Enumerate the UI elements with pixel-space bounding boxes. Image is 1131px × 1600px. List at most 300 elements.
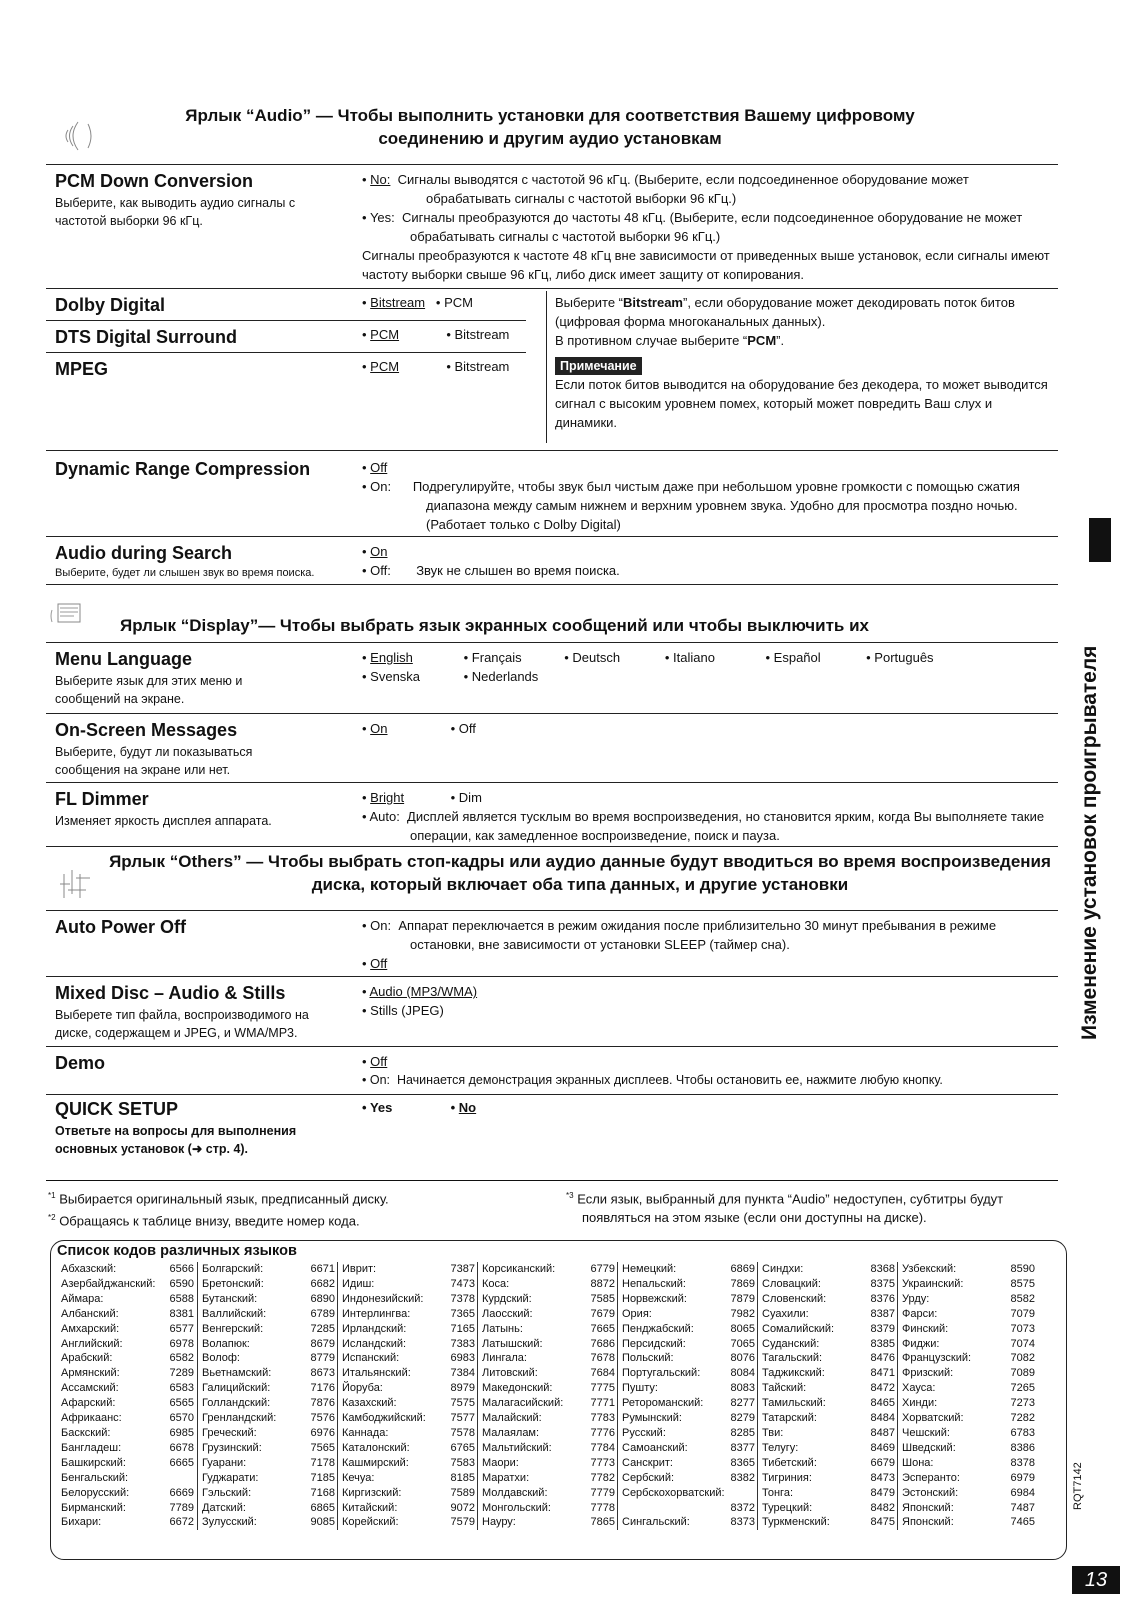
- language-name: Болгарский:: [202, 1263, 264, 1275]
- language-code: 6566: [169, 1263, 194, 1275]
- language-code-entry: [478, 1456, 618, 1471]
- lang-option-italian[interactable]: • Italiano: [664, 650, 715, 665]
- language-code: 7074: [1010, 1337, 1035, 1350]
- language-code-entry: [898, 1381, 1038, 1396]
- language-code: 8377: [730, 1441, 755, 1454]
- option-on[interactable]: • On: [362, 544, 388, 559]
- language-name: Словенский:: [762, 1292, 827, 1305]
- language-code: 8484: [870, 1412, 895, 1425]
- language-code-entry: [758, 1426, 898, 1441]
- language-code-entry: [618, 1471, 758, 1486]
- option-off[interactable]: • Off: [450, 721, 476, 736]
- language-code-entry: [898, 1337, 1038, 1352]
- language-code: 6582: [169, 1352, 194, 1365]
- language-code-entry: [338, 1351, 478, 1366]
- language-code-entry: [898, 1486, 1038, 1501]
- language-name: Валлийский:: [202, 1307, 267, 1320]
- language-name: Татарский:: [762, 1412, 817, 1425]
- language-code: 7273: [1010, 1397, 1035, 1410]
- language-name: Иврит:: [342, 1263, 377, 1275]
- language-name: Волапюк:: [202, 1337, 250, 1350]
- language-code-entry: [57, 1396, 197, 1411]
- language-name: Хорватский:: [902, 1412, 964, 1425]
- language-name: Японский:: [902, 1501, 954, 1514]
- divider: [46, 536, 1058, 537]
- language-code-entry: [898, 1366, 1038, 1381]
- display-tab-heading: Ярлык “Display”— Чтобы выбрать язык экранных сообщений или чтобы выключить их: [120, 616, 870, 635]
- setting-desc: Выберите, как выводить аудио сигналы с частотой выборки 96 кГц.: [55, 196, 296, 228]
- language-code-entry: [198, 1471, 338, 1486]
- language-code-entry: [198, 1351, 338, 1366]
- language-code-entry: [57, 1337, 197, 1352]
- language-code-entry: [338, 1426, 478, 1441]
- language-code-entry: [898, 1471, 1038, 1486]
- language-code-entry: [758, 1322, 898, 1337]
- lang-option-dutch[interactable]: • Nederlands: [463, 669, 539, 684]
- language-code: 8872: [590, 1277, 615, 1290]
- language-name: Персидский:: [622, 1337, 686, 1350]
- language-code-entry: [198, 1515, 338, 1530]
- language-code-entry: [758, 1292, 898, 1307]
- language-name: Чешский:: [902, 1426, 950, 1439]
- language-code: 7185: [310, 1471, 335, 1484]
- menu-language-options: [362, 648, 1052, 686]
- language-name: Ирландский:: [342, 1322, 407, 1335]
- language-code-entry: [758, 1471, 898, 1486]
- option-on[interactable]: • On: Подрегулируйте, чтобы звук был чистым даже при небольшом уровне громкости с помощью сжатия диапазона между самым нижнем и верхним уровнем звука. Удобно для просмотра поздно ночью. (Работает только с Dolby Digital): [362, 479, 1020, 532]
- setting-title: Menu Language: [55, 649, 193, 669]
- language-code-entry: [338, 1456, 478, 1471]
- setting-desc: Выберите язык для этих меню и сообщений на экране.: [55, 674, 243, 706]
- option-bitstream[interactable]: • Bitstream: [446, 327, 510, 342]
- language-name: Албанский:: [61, 1307, 119, 1320]
- language-name: Эсперанто:: [902, 1471, 960, 1484]
- language-name: Пушту:: [622, 1382, 658, 1395]
- language-code: 6984: [1010, 1486, 1035, 1499]
- language-code-entry: [57, 1277, 197, 1292]
- language-code-entry: [758, 1486, 898, 1501]
- language-code-entry: [198, 1501, 338, 1516]
- language-code-entry: [338, 1515, 478, 1530]
- option-bitstream[interactable]: • Bitstream: [446, 359, 510, 374]
- language-name: Афарский:: [61, 1397, 116, 1410]
- language-code: 7285: [310, 1322, 335, 1335]
- language-code-entry: [338, 1292, 478, 1307]
- option-dim[interactable]: • Dim: [450, 790, 482, 805]
- setting-title: MPEG: [55, 359, 109, 379]
- language-code-entry: [478, 1515, 618, 1530]
- language-name: Грузинский:: [202, 1441, 262, 1454]
- language-code: 7686: [590, 1337, 615, 1350]
- language-name: Испанский:: [342, 1352, 400, 1365]
- language-code: 8386: [1010, 1441, 1035, 1454]
- language-name: Баскский:: [61, 1426, 111, 1439]
- language-code: 7583: [450, 1456, 475, 1469]
- language-name: Маори:: [482, 1456, 519, 1469]
- language-code: 7784: [590, 1441, 615, 1454]
- note-badge: Примечание: [555, 357, 642, 375]
- language-code-entry: [618, 1277, 758, 1292]
- language-code: 7771: [590, 1397, 615, 1410]
- option-pcm[interactable]: • PCM: [435, 295, 473, 310]
- language-code: 6590: [169, 1277, 194, 1290]
- language-code: 6978: [169, 1337, 194, 1350]
- language-name: Непальский:: [622, 1277, 686, 1290]
- option-stills[interactable]: • Stills (JPEG): [362, 1003, 444, 1018]
- language-code-entry: [618, 1515, 758, 1530]
- language-name: Латынь:: [482, 1322, 523, 1335]
- language-code: 8185: [450, 1471, 475, 1484]
- lang-option-portuguese[interactable]: • Português: [866, 650, 934, 665]
- demo-options: [362, 1052, 1052, 1090]
- language-code-entry: [478, 1307, 618, 1322]
- language-code-entry: [898, 1262, 1038, 1277]
- language-name: Таджикский:: [762, 1367, 825, 1380]
- option-off[interactable]: • Off: [362, 1054, 388, 1069]
- language-name: Тви:: [762, 1426, 784, 1439]
- language-code: 8083: [730, 1382, 755, 1395]
- option-no[interactable]: • No: Сигналы выводятся с частотой 96 кГц. (Выберите, если подсоединенное оборудование может обрабатывать сигналы с частотой выборки 96 кГц.): [362, 172, 969, 206]
- language-name: Каннада:: [342, 1426, 389, 1439]
- language-column: [477, 1262, 618, 1530]
- language-column: [337, 1262, 478, 1530]
- language-code: 6565: [169, 1397, 194, 1410]
- language-name: Португальский:: [622, 1367, 701, 1380]
- language-code: 8076: [730, 1352, 755, 1365]
- language-code: 8487: [870, 1426, 895, 1439]
- language-code: 7465: [1010, 1516, 1035, 1529]
- section-vertical-title: Изменение установок проигрывателя: [1078, 645, 1101, 1040]
- language-code-entry: [198, 1292, 338, 1307]
- audio-during-search-setting: [55, 542, 355, 582]
- setting-desc: Изменяет яркость дисплея аппарата.: [55, 814, 272, 828]
- language-name: Кашмирский:: [342, 1456, 409, 1469]
- osm-options: [362, 719, 1052, 738]
- footnote-right: $^{*3}$ Если язык, выбранный для пункта “Audio” недоступен, субтитры будут появляться на этом языке (если они доступны на диске).: [566, 1191, 1004, 1226]
- language-code-entry: [198, 1426, 338, 1441]
- language-name: Гренландский:: [202, 1412, 277, 1425]
- divider: [46, 288, 1058, 289]
- language-code: 7176: [310, 1382, 335, 1395]
- language-name: Ретороманский:: [622, 1397, 704, 1410]
- language-code: 6779: [590, 1263, 615, 1275]
- language-code: 7383: [450, 1337, 475, 1350]
- language-name: Бутанский:: [202, 1292, 258, 1305]
- language-code: 8084: [730, 1367, 755, 1380]
- language-name: Фризский:: [902, 1367, 954, 1380]
- language-code-entry: [478, 1411, 618, 1426]
- language-name: Малагасийский:: [482, 1397, 564, 1410]
- fl-dimmer-setting: [55, 788, 355, 830]
- option-audio[interactable]: • Audio (MP3/WMA): [362, 984, 478, 999]
- language-name: Гэльский:: [202, 1486, 252, 1499]
- language-code-table-title: Список кодов различных языков: [57, 1243, 297, 1259]
- setting-title: QUICK SETUP: [55, 1099, 179, 1119]
- option-pcm[interactable]: • PCM: [362, 327, 400, 342]
- language-name: Ория:: [622, 1307, 652, 1320]
- lang-option-swedish[interactable]: • Svenska: [362, 669, 421, 684]
- language-name: Хауса:: [902, 1382, 936, 1395]
- language-code: 8065: [730, 1322, 755, 1335]
- dolby-digital-setting: [55, 294, 355, 316]
- language-name: Финский:: [902, 1322, 949, 1335]
- option-off[interactable]: • Off: Звук не слышен во время поиска.: [362, 563, 620, 578]
- setting-desc: Выберите, будут ли показываться сообщения на экране или нет.: [55, 745, 253, 777]
- language-code-entry: [338, 1262, 478, 1277]
- language-code: 6976: [310, 1426, 335, 1439]
- language-code: 7079: [1010, 1307, 1035, 1320]
- language-code-entry: [898, 1426, 1038, 1441]
- language-code: 7378: [450, 1292, 475, 1305]
- option-bitstream[interactable]: • Bitstream: [362, 295, 426, 310]
- language-column: [617, 1262, 758, 1530]
- divider: [46, 164, 1058, 165]
- language-code: 8469: [870, 1441, 895, 1454]
- language-code-entry: [57, 1471, 197, 1486]
- language-code-entry: [57, 1262, 197, 1277]
- language-name: Фарси:: [902, 1307, 938, 1320]
- language-code: 8575: [1010, 1277, 1035, 1290]
- language-code: 8979: [450, 1382, 475, 1395]
- language-code-entry: [478, 1337, 618, 1352]
- language-code-entry: [338, 1441, 478, 1456]
- language-code-entry: [618, 1456, 758, 1471]
- language-name: Каталонский:: [342, 1441, 410, 1454]
- language-name: Румынский:: [622, 1412, 682, 1425]
- language-code: 6678: [169, 1441, 194, 1454]
- language-name: Японский:: [902, 1516, 954, 1529]
- language-code-entry: [758, 1456, 898, 1471]
- language-code: 6979: [1010, 1471, 1035, 1484]
- language-code: 7384: [450, 1367, 475, 1380]
- language-code: 7575: [450, 1397, 475, 1410]
- language-code-entry: [338, 1381, 478, 1396]
- language-code: 7073: [1010, 1322, 1035, 1335]
- language-name: Волоф:: [202, 1352, 240, 1365]
- others-tab-heading: Ярлык “Others” — Чтобы выбрать стоп-кадры или аудио данные будут вводиться во время воспроизведения диска, который включает оба типа данных, и другие установки: [109, 852, 1051, 894]
- lang-option-spanish[interactable]: • Español: [765, 650, 821, 665]
- language-name: Арабский:: [61, 1352, 113, 1365]
- language-code-entry: [758, 1366, 898, 1381]
- language-code: 8465: [870, 1397, 895, 1410]
- language-code: 7178: [310, 1456, 335, 1469]
- language-code-entry: [618, 1486, 758, 1501]
- language-code: 7665: [590, 1322, 615, 1335]
- language-code-entry: [618, 1396, 758, 1411]
- language-code: 6983: [450, 1352, 475, 1365]
- language-code-entry: [758, 1411, 898, 1426]
- language-code: 7869: [730, 1277, 755, 1290]
- language-name: Казахский:: [342, 1397, 397, 1410]
- language-column: [897, 1262, 1038, 1530]
- language-name: Башкирский:: [61, 1456, 126, 1469]
- language-code-entry: [478, 1262, 618, 1277]
- option-off[interactable]: • Off: [362, 460, 388, 475]
- language-name: Самоанский:: [622, 1441, 688, 1454]
- option-auto[interactable]: • Auto: Дисплей является тусклым во время воспроизведения, но становится ярким, когда Вы выполняете такие операции, как замедленное воспроизведение, поиск и пауза.: [362, 809, 1045, 843]
- divider: [46, 642, 1058, 643]
- language-code-entry: [198, 1441, 338, 1456]
- language-name: Лаосский:: [482, 1307, 533, 1320]
- language-code: 6765: [450, 1441, 475, 1454]
- language-code: 9085: [310, 1516, 335, 1529]
- language-code: 8590: [1010, 1263, 1035, 1275]
- lang-option-german[interactable]: • Deutsch: [564, 650, 621, 665]
- bitstream-info: Выберите “Bitstream”, если оборудование может декодировать поток битов (цифровая форма многоканальных данных). В противном случае выберите “PCM”. Примечание Если поток битов выводится на оборудование без декодера, то может выводится сигнал с высоким уровнем помех, который может повредить Ваш слух и динамики.: [555, 293, 1050, 432]
- mpeg-setting: [55, 358, 355, 380]
- language-name: Аймара:: [61, 1292, 104, 1305]
- lang-option-english[interactable]: • English: [362, 650, 413, 665]
- option-pcm[interactable]: • PCM: [362, 359, 400, 374]
- language-code-entry: [57, 1322, 197, 1337]
- option-yes[interactable]: • Yes: [362, 1100, 393, 1115]
- language-name: Корсиканский:: [482, 1263, 556, 1275]
- language-code: 6671: [310, 1263, 335, 1275]
- language-code-entry: [478, 1366, 618, 1381]
- language-code-entry: [198, 1277, 338, 1292]
- language-name: Сербскохорватский:: [622, 1486, 725, 1499]
- language-name: Фиджи:: [902, 1337, 940, 1350]
- language-name: Зулусский:: [202, 1516, 257, 1529]
- option-yes[interactable]: • Yes: Сигналы преобразуются до частоты 48 кГц. (Выберите, если подсоединенное оборудование не может обрабатывать сигналы с частотой выборки 96 кГц.): [362, 210, 1023, 244]
- language-code-entry: [198, 1456, 338, 1471]
- language-name: Кечуа:: [342, 1471, 375, 1484]
- mixed-disc-setting: [55, 982, 355, 1042]
- language-name: Индонезийский:: [342, 1292, 424, 1305]
- section-marker-tab: [1089, 518, 1111, 562]
- language-code-entry: [618, 1307, 758, 1322]
- language-code: 8372: [730, 1501, 755, 1514]
- language-code: 7773: [590, 1456, 615, 1469]
- language-code: 7576: [310, 1412, 335, 1425]
- option-off[interactable]: • Off: [362, 956, 388, 971]
- language-name: Ассамский:: [61, 1382, 119, 1395]
- language-code: 8279: [730, 1412, 755, 1425]
- apo-options: [362, 916, 1052, 973]
- language-code: 8368: [870, 1263, 895, 1275]
- language-code: 8476: [870, 1352, 895, 1365]
- divider: [46, 713, 1058, 714]
- language-code: 7487: [1010, 1501, 1035, 1514]
- language-name: Венгерский:: [202, 1322, 264, 1335]
- language-name: Галицийский:: [202, 1382, 271, 1395]
- language-code-entry: [898, 1307, 1038, 1322]
- drc-setting: [55, 458, 355, 480]
- language-code: 7782: [590, 1471, 615, 1484]
- option-on[interactable]: • On: [362, 721, 388, 736]
- language-name: Курдский:: [482, 1292, 532, 1305]
- language-code-entry: [758, 1501, 898, 1516]
- language-code-entry: [198, 1396, 338, 1411]
- language-code: 8365: [730, 1456, 755, 1469]
- language-code-entry: [758, 1307, 898, 1322]
- language-code: 8376: [870, 1292, 895, 1305]
- language-name: Немецкий:: [622, 1263, 677, 1275]
- language-name: Абхазский:: [61, 1263, 117, 1275]
- language-code: 8679: [310, 1337, 335, 1350]
- language-name: Урду:: [902, 1292, 930, 1305]
- language-name: Армянский:: [61, 1367, 120, 1380]
- language-code-entry: [618, 1441, 758, 1456]
- setting-title: Auto Power Off: [55, 917, 186, 937]
- setting-title: Dynamic Range Compression: [55, 459, 311, 479]
- language-name: Датский:: [202, 1501, 246, 1514]
- language-name: Норвежский:: [622, 1292, 687, 1305]
- language-code: 7089: [1010, 1367, 1035, 1380]
- language-name: Киргизский:: [342, 1486, 402, 1499]
- language-code-entry: [618, 1426, 758, 1441]
- language-code-entry: [338, 1411, 478, 1426]
- language-code: 7783: [590, 1412, 615, 1425]
- language-code-entry: [478, 1441, 618, 1456]
- language-name: Малаялам:: [482, 1426, 540, 1439]
- language-code: 6583: [169, 1382, 194, 1395]
- language-code: 8381: [169, 1307, 194, 1320]
- setting-title: DTS Digital Surround: [55, 327, 237, 347]
- language-name: Суахили:: [762, 1307, 809, 1320]
- divider: [46, 782, 1058, 783]
- language-code-entry: [338, 1307, 478, 1322]
- language-name: Мальтийский:: [482, 1441, 552, 1454]
- lang-option-french[interactable]: • Français: [463, 650, 522, 665]
- language-code: 8582: [1010, 1292, 1035, 1305]
- option-on[interactable]: • On: Аппарат переключается в режим ожидания после приблизительно 30 минут пребывания в режиме остановки, вне зависимости от установки SLEEP (таймер сна).: [362, 918, 997, 952]
- language-code-entry: [618, 1262, 758, 1277]
- language-code-entry: [758, 1381, 898, 1396]
- language-name: Бенгальский:: [61, 1471, 129, 1484]
- option-bright[interactable]: • Bright: [362, 790, 405, 805]
- drc-options: [362, 458, 1052, 534]
- language-name: Йоруба:: [342, 1382, 383, 1395]
- language-name: Шведский:: [902, 1441, 956, 1454]
- language-name: Эстонский:: [902, 1486, 959, 1499]
- pcm-options: [362, 170, 1052, 284]
- option-no[interactable]: • No: [450, 1100, 477, 1115]
- setting-title: Mixed Disc – Audio & Stills: [55, 983, 286, 1003]
- language-code-entry: [618, 1322, 758, 1337]
- language-code: 8472: [870, 1382, 895, 1395]
- language-name: Гуджарати:: [202, 1471, 259, 1484]
- language-code: 7775: [590, 1382, 615, 1395]
- language-code: 6672: [169, 1516, 194, 1529]
- language-name: Интерлингва:: [342, 1307, 411, 1320]
- language-code: 8473: [870, 1471, 895, 1484]
- bitstream-info-bracket: [546, 291, 547, 443]
- language-column: [57, 1262, 197, 1530]
- language-code-entry: [338, 1277, 478, 1292]
- language-code-entry: [338, 1396, 478, 1411]
- document-code: RQT7142: [1072, 1462, 1084, 1510]
- language-code: 8482: [870, 1501, 895, 1514]
- option-on[interactable]: • On: Начинается демонстрация экранных дисплеев. Чтобы остановить ее, нажмите любую кнопку.: [362, 1073, 943, 1087]
- language-code: 6588: [169, 1292, 194, 1305]
- language-code-entry: [758, 1277, 898, 1292]
- language-name: Пенджабский:: [622, 1322, 694, 1335]
- language-name: Тигриния:: [762, 1471, 812, 1484]
- language-code: 6985: [169, 1426, 194, 1439]
- language-code-entry: [898, 1351, 1038, 1366]
- language-code: 7578: [450, 1426, 475, 1439]
- language-code: 7289: [169, 1367, 194, 1380]
- language-code: 9072: [450, 1501, 475, 1514]
- language-code: 7082: [1010, 1352, 1035, 1365]
- language-name: Украинский:: [902, 1277, 964, 1290]
- language-code-entry: [618, 1337, 758, 1352]
- language-code-entry: [618, 1381, 758, 1396]
- language-name: Малайский:: [482, 1412, 542, 1425]
- language-name: Монгольский:: [482, 1501, 551, 1514]
- language-code: 6789: [310, 1307, 335, 1320]
